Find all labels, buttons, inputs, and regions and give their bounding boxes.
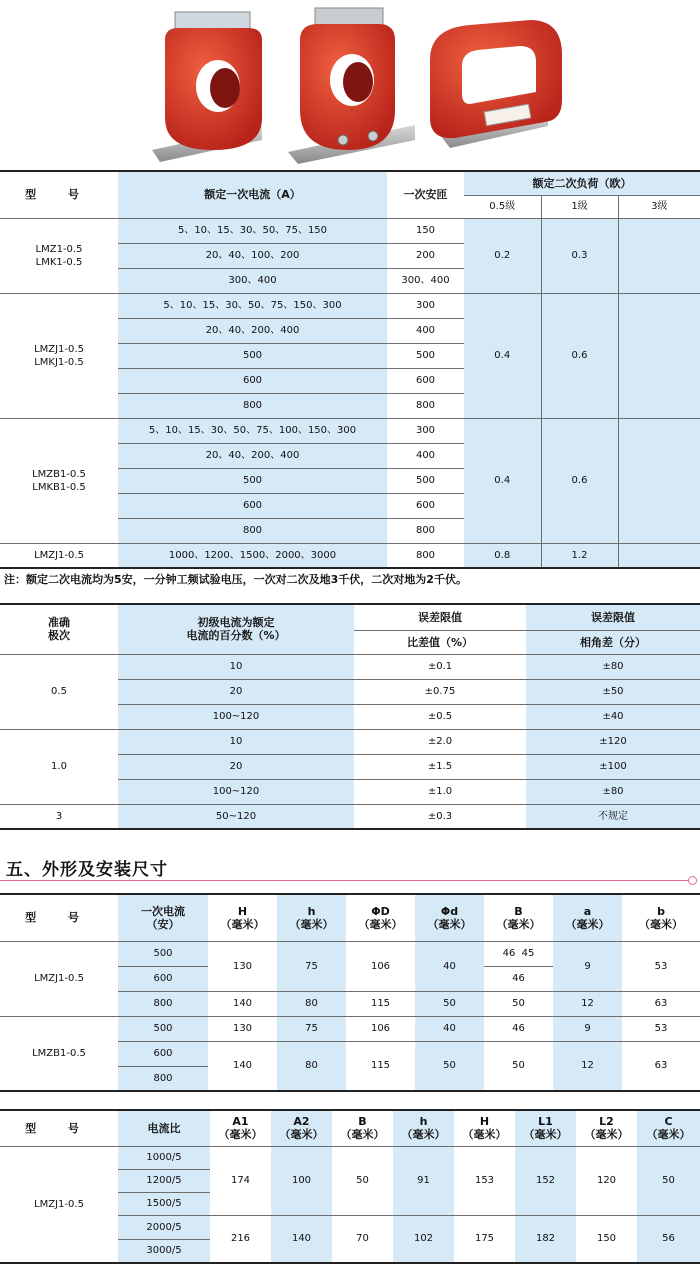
- b-cell: 63: [622, 991, 700, 1016]
- dimensions-table-a: [0, 893, 700, 1092]
- ratio-error-cell: ±0.5: [354, 704, 526, 729]
- header-phase-error: 相角差（分）: [526, 630, 700, 654]
- ratio-error-cell: ±0.1: [354, 654, 526, 679]
- header-ampere-turns: 一次安匝: [387, 171, 464, 218]
- L2-cell: 120: [576, 1146, 637, 1215]
- ratio-cell: 1000/5: [118, 1146, 210, 1169]
- current-cell: 600: [118, 1041, 208, 1066]
- ratio-cell: 1500/5: [118, 1192, 210, 1215]
- header-error-limit: 误差限值: [526, 604, 700, 630]
- h-cell: 80: [277, 1041, 346, 1091]
- C-cell: 56: [637, 1215, 700, 1263]
- A2-cell: 140: [271, 1215, 332, 1263]
- L1-cell: 182: [515, 1215, 576, 1263]
- B-cell: 50: [484, 991, 553, 1016]
- current-cell: 500: [118, 941, 208, 966]
- model-cell: LMZJ1-0.5: [0, 543, 118, 568]
- h-cell: 102: [393, 1215, 454, 1263]
- ratio-cell: 3000/5: [118, 1239, 210, 1263]
- accuracy-class-cell: 0.5: [0, 654, 118, 729]
- h-cell: 75: [277, 941, 346, 991]
- turns-cell: 500: [387, 343, 464, 368]
- burden-1-cell: 0.3: [541, 218, 618, 293]
- header-ratio-error: 比差值（%）: [354, 630, 526, 654]
- dimensions-table-b: [0, 1109, 700, 1264]
- a-cell: 9: [553, 941, 622, 991]
- turns-cell: 800: [387, 543, 464, 568]
- turns-cell: 600: [387, 493, 464, 518]
- a-cell: 9: [553, 1016, 622, 1041]
- burden-05-cell: 0.2: [464, 218, 541, 293]
- outer-diameter-cell: 115: [346, 1041, 415, 1091]
- turns-cell: 800: [387, 393, 464, 418]
- H-cell: 130: [208, 1016, 277, 1041]
- L1-cell: 152: [515, 1146, 576, 1215]
- primary-current-cell: 600: [118, 493, 387, 518]
- header-error-limit: 误差限值: [354, 604, 526, 630]
- ct-photo-2: [288, 8, 415, 164]
- section-divider: [0, 880, 690, 881]
- model-cell: LMZJ1-0.5: [0, 1146, 118, 1263]
- rated-burden-table: [0, 170, 700, 569]
- H-cell: 140: [208, 1041, 277, 1091]
- primary-current-cell: 1000、1200、1500、2000、3000: [118, 543, 387, 568]
- inner-diameter-cell: 40: [415, 1016, 484, 1041]
- H-cell: 175: [454, 1215, 515, 1263]
- header-model: 型 号: [0, 1110, 118, 1146]
- header-H: H （毫米）: [454, 1110, 515, 1146]
- inner-diameter-cell: 40: [415, 941, 484, 991]
- burden-3-cell: [618, 543, 700, 568]
- b-cell: 53: [622, 941, 700, 991]
- percent-cell: 10: [118, 729, 354, 754]
- ct-photo-1: [152, 12, 262, 162]
- primary-current-cell: 500: [118, 343, 387, 368]
- header-h: h （毫米）: [277, 894, 346, 941]
- outer-diameter-cell: 115: [346, 991, 415, 1016]
- model-cell: LMZB1-0.5 LMKB1-0.5: [0, 418, 118, 543]
- header-B: B （毫米）: [484, 894, 553, 941]
- turns-cell: 300: [387, 293, 464, 318]
- burden-1-cell: 0.6: [541, 293, 618, 418]
- primary-current-cell: 5、10、15、30、50、75、150: [118, 218, 387, 243]
- h-cell: 91: [393, 1146, 454, 1215]
- ratio-error-cell: ±1.0: [354, 779, 526, 804]
- primary-current-cell: 20、40、200、400: [118, 443, 387, 468]
- burden-3-cell: [618, 218, 700, 293]
- model-cell: LMZB1-0.5: [0, 1016, 118, 1091]
- B-cell: 70: [332, 1215, 393, 1263]
- ratio-error-cell: ±0.3: [354, 804, 526, 829]
- burden-05-cell: 0.4: [464, 418, 541, 543]
- header-A1: A1 （毫米）: [210, 1110, 271, 1146]
- ratio-error-cell: ±2.0: [354, 729, 526, 754]
- current-cell: 800: [118, 991, 208, 1016]
- header-b: b （毫米）: [622, 894, 700, 941]
- turns-cell: 400: [387, 318, 464, 343]
- burden-3-cell: [618, 293, 700, 418]
- ct-photo-3: [430, 20, 562, 148]
- a-cell: 12: [553, 1041, 622, 1091]
- turns-cell: 800: [387, 518, 464, 543]
- primary-current-cell: 300、400: [118, 268, 387, 293]
- header-h: h （毫米）: [393, 1110, 454, 1146]
- h-cell: 75: [277, 1016, 346, 1041]
- burden-1-cell: 0.6: [541, 418, 618, 543]
- header-C: C （毫米）: [637, 1110, 700, 1146]
- B-cell: 46: [484, 966, 553, 991]
- header-class-3: 3级: [618, 195, 700, 218]
- A1-cell: 216: [210, 1215, 271, 1263]
- A1-cell: 174: [210, 1146, 271, 1215]
- burden-05-cell: 0.4: [464, 293, 541, 418]
- header-percent: 初级电流为额定 电流的百分数（%）: [118, 604, 354, 654]
- header-primary-current: 一次电流 （安）: [118, 894, 208, 941]
- primary-current-cell: 20、40、200、400: [118, 318, 387, 343]
- header-model: 型 号: [0, 894, 118, 941]
- primary-current-cell: 800: [118, 393, 387, 418]
- phase-error-cell: ±50: [526, 679, 700, 704]
- primary-current-cell: 600: [118, 368, 387, 393]
- B-cell: 50: [332, 1146, 393, 1215]
- header-accuracy-class: 准确 极次: [0, 604, 118, 654]
- header-primary-current: 额定一次电流（A）: [118, 171, 387, 218]
- outer-diameter-cell: 106: [346, 941, 415, 991]
- burden-1-cell: 1.2: [541, 543, 618, 568]
- turns-cell: 300、400: [387, 268, 464, 293]
- B-cell: 46 45: [484, 941, 553, 966]
- outer-diameter-cell: 106: [346, 1016, 415, 1041]
- header-model: 型 号: [0, 171, 118, 218]
- burden-05-cell: 0.8: [464, 543, 541, 568]
- current-cell: 500: [118, 1016, 208, 1041]
- header-a: a （毫米）: [553, 894, 622, 941]
- turns-cell: 500: [387, 468, 464, 493]
- turns-cell: 200: [387, 243, 464, 268]
- ratio-cell: 1200/5: [118, 1169, 210, 1192]
- turns-cell: 600: [387, 368, 464, 393]
- accuracy-table: [0, 603, 700, 830]
- phase-error-cell: ±80: [526, 654, 700, 679]
- header-A2: A2 （毫米）: [271, 1110, 332, 1146]
- phase-error-cell: ±120: [526, 729, 700, 754]
- B-cell: 50: [484, 1041, 553, 1091]
- header-H: H （毫米）: [208, 894, 277, 941]
- primary-current-cell: 20、40、100、200: [118, 243, 387, 268]
- accuracy-class-cell: 1.0: [0, 729, 118, 804]
- header-burden: 额定二次负荷（欧）: [464, 171, 700, 195]
- current-cell: 600: [118, 966, 208, 991]
- turns-cell: 300: [387, 418, 464, 443]
- current-cell: 800: [118, 1066, 208, 1091]
- H-cell: 153: [454, 1146, 515, 1215]
- percent-cell: 100~120: [118, 779, 354, 804]
- primary-current-cell: 800: [118, 518, 387, 543]
- primary-current-cell: 500: [118, 468, 387, 493]
- a-cell: 12: [553, 991, 622, 1016]
- phase-error-cell: ±80: [526, 779, 700, 804]
- model-cell: LMZ1-0.5 LMK1-0.5: [0, 218, 118, 293]
- percent-cell: 50~120: [118, 804, 354, 829]
- turns-cell: 400: [387, 443, 464, 468]
- accuracy-class-cell: 3: [0, 804, 118, 829]
- percent-cell: 20: [118, 679, 354, 704]
- A2-cell: 100: [271, 1146, 332, 1215]
- phase-error-cell: 不规定: [526, 804, 700, 829]
- inner-diameter-cell: 50: [415, 991, 484, 1016]
- H-cell: 130: [208, 941, 277, 991]
- percent-cell: 10: [118, 654, 354, 679]
- burden-3-cell: [618, 418, 700, 543]
- note-text: 注：额定二次电流均为5安，一分钟工频试验电压，一次对二次及地3千伏，二次对地为2千伏。: [4, 573, 467, 586]
- percent-cell: 20: [118, 754, 354, 779]
- header-L2: L2 （毫米）: [576, 1110, 637, 1146]
- ratio-cell: 2000/5: [118, 1215, 210, 1239]
- header-ratio: 电流比: [118, 1110, 210, 1146]
- header-B: B （毫米）: [332, 1110, 393, 1146]
- turns-cell: 150: [387, 218, 464, 243]
- header-class-1: 1级: [541, 195, 618, 218]
- B-cell: 46: [484, 1016, 553, 1041]
- primary-current-cell: 5、10、15、30、50、75、150、300: [118, 293, 387, 318]
- phase-error-cell: ±40: [526, 704, 700, 729]
- section-title: 五、外形及安装尺寸: [6, 860, 168, 880]
- percent-cell: 100~120: [118, 704, 354, 729]
- H-cell: 140: [208, 991, 277, 1016]
- header-L1: L1 （毫米）: [515, 1110, 576, 1146]
- section-divider-dot: [688, 876, 697, 885]
- L2-cell: 150: [576, 1215, 637, 1263]
- C-cell: 50: [637, 1146, 700, 1215]
- h-cell: 80: [277, 991, 346, 1016]
- ratio-error-cell: ±1.5: [354, 754, 526, 779]
- ratio-error-cell: ±0.75: [354, 679, 526, 704]
- header-inner-diameter: Φd （毫米）: [415, 894, 484, 941]
- model-cell: LMZJ1-0.5: [0, 941, 118, 1016]
- header-class-05: 0.5级: [464, 195, 541, 218]
- b-cell: 63: [622, 1041, 700, 1091]
- b-cell: 53: [622, 1016, 700, 1041]
- phase-error-cell: ±100: [526, 754, 700, 779]
- inner-diameter-cell: 50: [415, 1041, 484, 1091]
- primary-current-cell: 5、10、15、30、50、75、100、150、300: [118, 418, 387, 443]
- header-outer-diameter: ΦD （毫米）: [346, 894, 415, 941]
- product-photos: [0, 0, 700, 168]
- model-cell: LMZJ1-0.5 LMKJ1-0.5: [0, 293, 118, 418]
